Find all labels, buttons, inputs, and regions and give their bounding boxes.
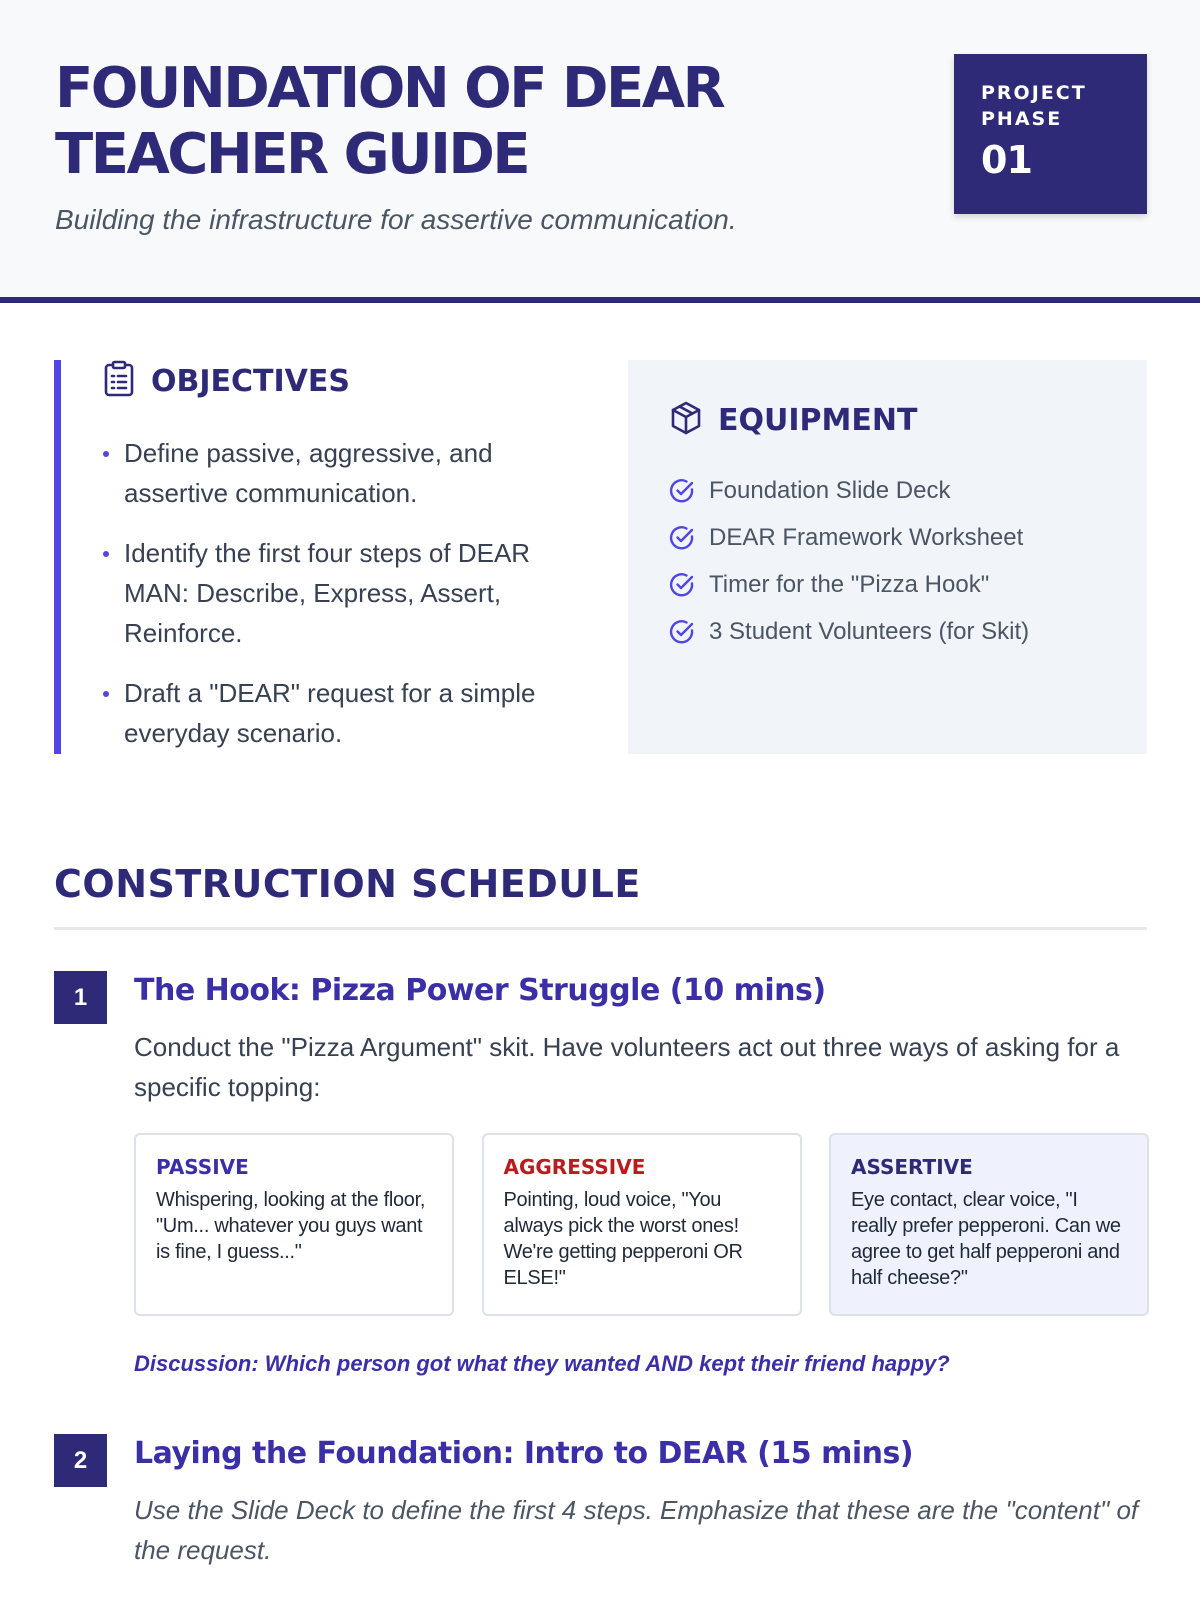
card-label: ASSERTIVE <box>851 1155 973 1179</box>
equipment-item-label: 3 Student Volunteers (for Skit) <box>709 617 1030 645</box>
page-subtitle: Building the infrastructure for assertive communication. <box>55 204 737 235</box>
equipment-list <box>668 467 1147 655</box>
phase-number: 01 <box>981 138 1032 182</box>
project-phase-badge <box>954 54 1147 214</box>
equipment-item-label: DEAR Framework Worksheet <box>709 523 1024 551</box>
clipboard-list-icon <box>101 360 137 403</box>
equipment-item-label: Timer for the "Pizza Hook" <box>709 570 990 598</box>
page-title: FOUNDATION OF DEAR TEACHER GUIDE <box>55 56 724 187</box>
equipment-heading: EQUIPMENT <box>718 403 918 438</box>
check-circle-icon <box>668 524 696 552</box>
step-number: 1 <box>54 971 107 1024</box>
equipment-header <box>668 400 1147 441</box>
step-title: Laying the Foundation: Intro to DEAR (15 mins) <box>134 1436 914 1471</box>
step-number: 2 <box>54 1434 107 1487</box>
card-text: Whispering, looking at the floor, "Um... whatever you guys want is fine, I guess..." <box>156 1189 426 1263</box>
objectives-section <box>54 360 574 754</box>
objective-item: Identify the first four steps of DEAR MAN: Describe, Express, Assert, Reinforce. <box>101 533 574 653</box>
aggressive-card <box>482 1133 802 1316</box>
equipment-item <box>668 608 1147 655</box>
schedule-divider <box>54 927 1147 930</box>
page-header <box>0 0 1200 303</box>
check-circle-icon <box>668 618 696 646</box>
communication-style-cards <box>134 1133 1149 1316</box>
discussion-prompt: Discussion: Which person got what they wanted AND kept their friend happy? <box>134 1351 950 1376</box>
objective-item: Draft a "DEAR" request for a simple everyday scenario. <box>101 673 574 753</box>
step-description: Conduct the "Pizza Argument" skit. Have volunteers act out three ways of asking for a specific topping: <box>134 1032 1120 1102</box>
objectives-heading: OBJECTIVES <box>151 364 350 399</box>
card-label: AGGRESSIVE <box>503 1155 646 1179</box>
step-description: Use the Slide Deck to define the first 4 steps. Emphasize that these are the "content" of the request. <box>134 1495 1139 1565</box>
phase-label: PROJECT PHASE <box>981 82 1087 130</box>
box-icon <box>668 400 704 441</box>
passive-card <box>134 1133 454 1316</box>
check-circle-icon <box>668 477 696 505</box>
objective-item: Define passive, aggressive, and assertive communication. <box>101 433 574 513</box>
check-circle-icon <box>668 571 696 599</box>
assertive-card <box>829 1133 1149 1316</box>
equipment-item-label: Foundation Slide Deck <box>709 476 951 504</box>
schedule-heading: CONSTRUCTION SCHEDULE <box>54 862 641 906</box>
objectives-header <box>101 360 574 403</box>
card-text: Pointing, loud voice, "You always pick the worst ones! We're getting pepperoni OR ELSE!" <box>503 1189 743 1289</box>
equipment-section <box>628 360 1147 754</box>
objectives-list <box>101 433 574 753</box>
step-title: The Hook: Pizza Power Struggle (10 mins) <box>134 973 826 1008</box>
equipment-item <box>668 514 1147 561</box>
equipment-item <box>668 561 1147 608</box>
card-text: Eye contact, clear voice, "I really prefer pepperoni. Can we agree to get half pepperoni and half cheese?" <box>851 1189 1121 1289</box>
card-label: PASSIVE <box>156 1155 249 1179</box>
equipment-item <box>668 467 1147 514</box>
